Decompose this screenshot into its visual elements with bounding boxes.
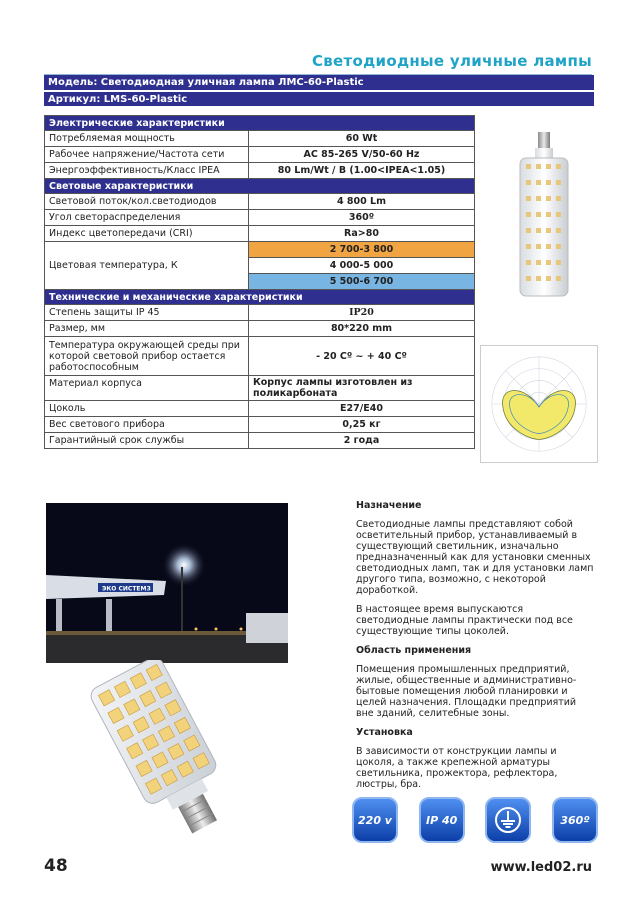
station-sign-text: ЭКО СИСТЕМЗ: [102, 585, 151, 593]
ground-icon: [485, 797, 531, 843]
color-temp-warm: 2 700-3 800: [249, 242, 475, 258]
angle-icon: 360º: [552, 797, 598, 843]
application-paragraph: Помещения промышленных предприятий, жилые, общественные и административно-бытовые помещения любой планировки и целей назначения. Площадки предприятий вне зданий, селитебные зоны.: [356, 664, 577, 719]
page-number: 48: [44, 856, 68, 876]
spec-table: [44, 115, 475, 449]
table-row: Температура окружающей среды при которой световой прибор остается работоспособным - 20 Cº ~ + 40 Cº: [45, 337, 475, 376]
table-row: Степень защиты IP 45 IP20: [45, 305, 475, 321]
table-row: Потребляемая мощность 60 Wt: [45, 131, 475, 147]
ip-rating-icon: IP 40: [419, 797, 465, 843]
article-bar: Артикул: LMS-60-Plastic: [44, 92, 594, 106]
table-row: Рабочее напряжение/Частота сети AC 85-265 V/50-60 Hz: [45, 147, 475, 163]
description-column: [356, 500, 596, 798]
install-heading: Установка: [356, 727, 413, 738]
voltage-icon: 220 v: [352, 797, 398, 843]
section-tech-title: Технические и механические характеристики: [45, 290, 475, 305]
table-row: Материал корпуса Корпус лампы изготовлен из поликарбоната: [45, 376, 475, 401]
table-row: Вес светового прибора 0,25 кг: [45, 417, 475, 433]
section-light-title: Световые характеристики: [45, 179, 475, 194]
table-row: Гарантийный срок службы 2 года: [45, 433, 475, 449]
lamp-closeup-image: [50, 660, 275, 850]
model-bar: Модель: Светодиодная уличная лампа ЛМС-60-Plastic: [44, 75, 594, 90]
section-electrical: [45, 116, 475, 131]
ground-symbol-icon: [493, 805, 523, 835]
table-row: Цоколь E27/E40: [45, 401, 475, 417]
table-row: Световой поток/кол.светодиодов 4 800 Lm: [45, 194, 475, 210]
feature-icons: [352, 797, 598, 847]
table-row: [45, 242, 475, 258]
page-header-title: Светодиодные уличные лампы: [311, 52, 592, 70]
light-distribution-diagram: [480, 345, 598, 463]
purpose-paragraph-2: В настоящее время выпускаются светодиодные лампы практически под все существующие типы цоколей.: [356, 604, 573, 637]
website-link[interactable]: www.led02.ru: [490, 860, 592, 875]
table-row: Размер, мм 80*220 mm: [45, 321, 475, 337]
table-row: Энергоэффективность/Класс IPEA 80 Lm/Wt / B (1.00<IPEA<1.05): [45, 163, 475, 179]
purpose-paragraph-1: Светодиодные лампы представляют собой осветительный прибор, устанавливаемый в существующий светильник, изначально предназначенный как для установки сменных светодиодных ламп, так и для установки ламп другого типа, возможно, с некоторой доработкой.: [356, 519, 594, 596]
night-station-photo: [46, 503, 288, 663]
section-light: [45, 179, 475, 194]
section-tech: [45, 290, 475, 305]
color-temp-cool: 5 500-6 700: [249, 274, 475, 290]
install-paragraph: В зависимости от конструкции лампы и цоколя, а также крепежной арматуры светильника, прожектора, рефлектора, люстры, бра.: [356, 746, 558, 790]
color-temp-neutral: 4 000-5 000: [249, 258, 475, 274]
table-row: Индекс цветопередачи (CRI) Ra>80: [45, 226, 475, 242]
application-heading: Область применения: [356, 645, 472, 656]
color-temp-label: Цветовая температура, К: [45, 242, 249, 290]
table-row: Угол светораспределения 360º: [45, 210, 475, 226]
purpose-heading: Назначение: [356, 500, 422, 511]
section-electrical-title: Электрические характеристики: [45, 116, 475, 131]
lamp-product-image: [508, 130, 580, 300]
